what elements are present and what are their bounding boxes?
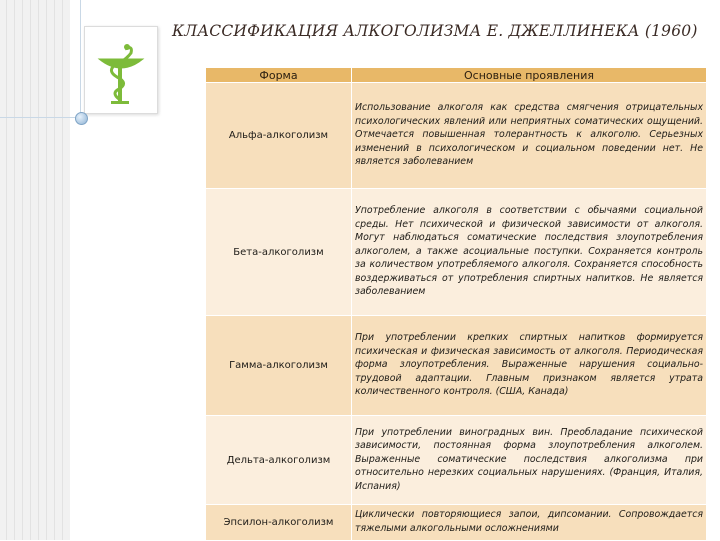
connector-line-vertical xyxy=(80,0,81,118)
connector-line-horizontal xyxy=(0,117,84,118)
description-cell: Употребление алкоголя в соответствии с обычаями социальной среды. Нет психической и физической зависимости от алкоголя. Могут наблюдаться соматические последствия злоупотребления алкоголем, а также асоциальные поступки. Сохраняется контроль за количеством употребляемого алкоголя. Сохраняется способность воздерживаться от употребления спиртных напитков. Не является заболеванием xyxy=(352,189,707,316)
table-row xyxy=(206,505,707,541)
form-cell: Эпсилон-алкоголизм xyxy=(206,505,352,541)
connector-dot xyxy=(75,112,88,125)
description-cell: Использование алкоголя как средства смягчения отрицательных психологических явлений или неприятных соматических ощущений. Отмечается повышенная толерантность к алкоголю. Серьезных изменений в психологическом и социальном поведении нет. Не является заболеванием xyxy=(352,83,707,189)
form-cell: Альфа-алкоголизм xyxy=(206,83,352,189)
form-cell: Бета-алкоголизм xyxy=(206,189,352,316)
form-cell: Гамма-алкоголизм xyxy=(206,316,352,416)
description-cell: При употреблении крепких спиртных напитков формируется психическая и физическая зависимость от алкоголя. Периодическая форма злоупотребления. Выраженные нарушения социально-трудовой адаптации. Главным признаком является утрата количественного контроля. (США, Канада) xyxy=(352,316,707,416)
classification-table xyxy=(205,67,707,541)
form-cell: Дельта-алкоголизм xyxy=(206,416,352,505)
table-row xyxy=(206,83,707,189)
table-row xyxy=(206,316,707,416)
logo xyxy=(84,26,158,114)
header-form: Форма xyxy=(206,68,352,83)
left-stripe xyxy=(0,0,70,540)
description-cell: При употреблении виноградных вин. Преобладание психической зависимости, постоянная форма злоупотребления алкоголем. Выраженные соматические последствия алкоголизма при относительно нерезких социальных нарушениях. (Франция, Италия, Испания) xyxy=(352,416,707,505)
header-manifestations: Основные проявления xyxy=(352,68,707,83)
bowl-of-hygieia-icon xyxy=(85,27,157,113)
description-cell: Циклически повторяющиеся запои, дипсомании. Сопровождается тяжелыми алкогольными осложнениями xyxy=(352,505,707,541)
table-row xyxy=(206,189,707,316)
table-row xyxy=(206,416,707,505)
page-title: КЛАССИФИКАЦИЯ АЛКОГОЛИЗМА Е. ДЖЕЛЛИНЕКА (1960) xyxy=(172,22,698,40)
